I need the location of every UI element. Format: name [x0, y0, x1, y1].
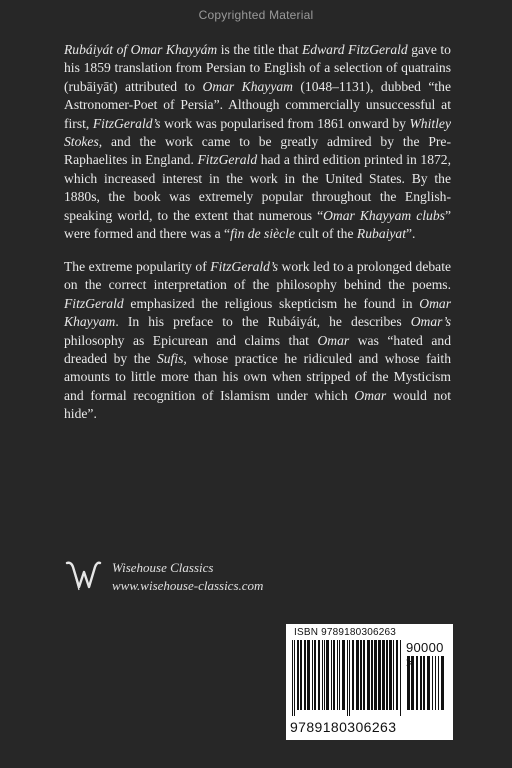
barcode-bar-14 — [337, 640, 338, 710]
barcode-bar-3 — [300, 640, 302, 710]
text-run-11: had a third edition printed in 1872, which increased interest in the work in the United States. By the 1880s, the book was extremely popular throughout the English-speaking world, to the extent that numerous “ — [64, 152, 451, 223]
barcode-bar-28 — [386, 640, 388, 710]
barcode-bar-21 — [360, 640, 362, 710]
italic-run-7: Omar’s — [410, 314, 451, 330]
text-run-4: emphasized the religious skepticism he found in — [123, 295, 420, 311]
text-run-15: cult of the — [295, 226, 357, 242]
italic-run-2: Edward FitzGerald — [302, 42, 408, 57]
barcode-bar-22 — [363, 640, 365, 710]
italic-run-13: Omar — [354, 387, 387, 403]
barcode-bar-15 — [339, 640, 340, 710]
blurb-paragraph-1 — [64, 41, 451, 243]
ean-barcode-bars — [292, 640, 404, 716]
italic-run-11: Sufis — [156, 351, 184, 367]
barcode-bar-5 — [427, 656, 430, 710]
barcode-bar-20 — [356, 640, 359, 710]
text-run-5: (1048–1131), dubbed “the Astronomer-Poet of Persia”. Although commercially unsuccessful at first, — [64, 78, 451, 131]
barcode-bar-24 — [371, 640, 373, 710]
text-run-7: work was popularised from 1861 onward by — [160, 115, 410, 131]
barcode-bar-6 — [432, 656, 433, 710]
publisher-url: www.wisehouse-classics.com — [112, 578, 264, 593]
wisehouse-logo-icon — [64, 557, 102, 597]
text-run-0: The extreme popularity of — [64, 259, 211, 274]
barcode-bar-27 — [382, 640, 385, 710]
italic-run-14: fin de siècle — [230, 226, 295, 242]
italic-run-9: Omar — [317, 332, 350, 348]
barcode-bar-4 — [304, 640, 306, 710]
text-run-12: , whose practice he ridiculed and whose faith amounts to little more than his own when stripped of the Mysticism and formal recognition of Islamism under which — [64, 351, 451, 403]
barcode-bar-25 — [374, 640, 377, 710]
isbn-label: ISBN 9789180306263 — [294, 627, 397, 638]
text-run-1: is the title that — [217, 42, 302, 57]
text-run-2: work led to a prolonged debate on the correct interpretation of the philosophy behind the poems. — [64, 259, 452, 293]
barcode-bar-10 — [324, 640, 325, 710]
barcode-bar-7 — [314, 640, 316, 710]
italic-run-0: Rubáiyát of Omar Khayyám — [64, 42, 218, 57]
barcode-bar-4 — [423, 656, 425, 710]
text-run-14: would not hide”. — [64, 387, 451, 422]
barcode-bar-8 — [318, 640, 320, 710]
barcode-bar-0 — [407, 656, 410, 710]
barcode-bar-1 — [411, 656, 414, 710]
ean-digits: 9789180306263 — [290, 719, 397, 735]
barcode-bar-3 — [420, 656, 422, 710]
barcode-bar-12 — [331, 640, 332, 710]
italic-run-6: FitzGerald’s — [92, 115, 161, 131]
barcode-bar-31 — [396, 640, 398, 710]
italic-run-12: Omar Khayyam clubs — [323, 207, 445, 223]
italic-run-1: FitzGerald’s — [210, 259, 279, 274]
italic-run-16: Rubaiyat — [356, 226, 407, 242]
text-run-13: ” were formed and there was a “ — [64, 207, 451, 242]
barcode-bar-26 — [378, 640, 381, 710]
barcode-bar-17 — [347, 640, 348, 716]
barcode-bar-16 — [342, 640, 345, 710]
barcode-bar-8 — [438, 656, 439, 710]
text-run-17: ”. — [406, 226, 416, 242]
barcode-bar-30 — [393, 640, 394, 710]
italic-run-5: Omar Khayyam — [64, 295, 451, 330]
barcode-bar-2 — [297, 640, 299, 710]
supplement-digits: 90000 — [406, 640, 444, 655]
italic-run-10: FitzGerald — [197, 152, 258, 168]
barcode-bar-9 — [322, 640, 323, 710]
publisher-block — [64, 552, 263, 602]
isbn-barcode — [286, 624, 453, 740]
barcode-bar-0 — [292, 640, 293, 716]
text-run-10: was “hated and dreaded by the — [64, 332, 452, 367]
italic-run-8: Whitley Stokes — [64, 115, 451, 150]
barcode-bar-5 — [307, 640, 310, 710]
barcode-bar-6 — [312, 640, 313, 710]
publisher-name: Wisehouse Classics — [112, 560, 214, 575]
italic-run-4: Omar Khayyam — [202, 78, 293, 94]
barcode-bar-11 — [326, 640, 329, 710]
text-run-9: , and the work came to be greatly admired by the Pre-Raphaelites in England. — [64, 134, 451, 168]
copyright-watermark: Copyrighted Material — [198, 8, 314, 22]
italic-run-3: FitzGerald — [64, 295, 124, 311]
text-run-3: gave to his 1859 translation from Persian to English of a selection of quatrains (rubāiyāt) attributed to — [64, 42, 451, 94]
supplement-barcode-bars — [407, 656, 447, 716]
barcode-bar-7 — [435, 656, 436, 710]
barcode-bar-32 — [400, 640, 401, 716]
barcode-bar-13 — [333, 640, 335, 710]
barcode-bar-2 — [416, 656, 418, 710]
text-run-6: . In his preface to the Rubáiyát, he describes — [115, 314, 411, 330]
barcode-bar-1 — [294, 640, 295, 716]
barcode-bar-9 — [441, 656, 444, 710]
barcode-bar-23 — [367, 640, 370, 710]
barcode-bar-18 — [349, 640, 350, 716]
barcode-bar-29 — [389, 640, 392, 710]
blurb-paragraph-2 — [64, 258, 451, 424]
text-run-8: philosophy as Epicurean and claims that — [64, 332, 318, 348]
barcode-bar-19 — [352, 640, 354, 710]
